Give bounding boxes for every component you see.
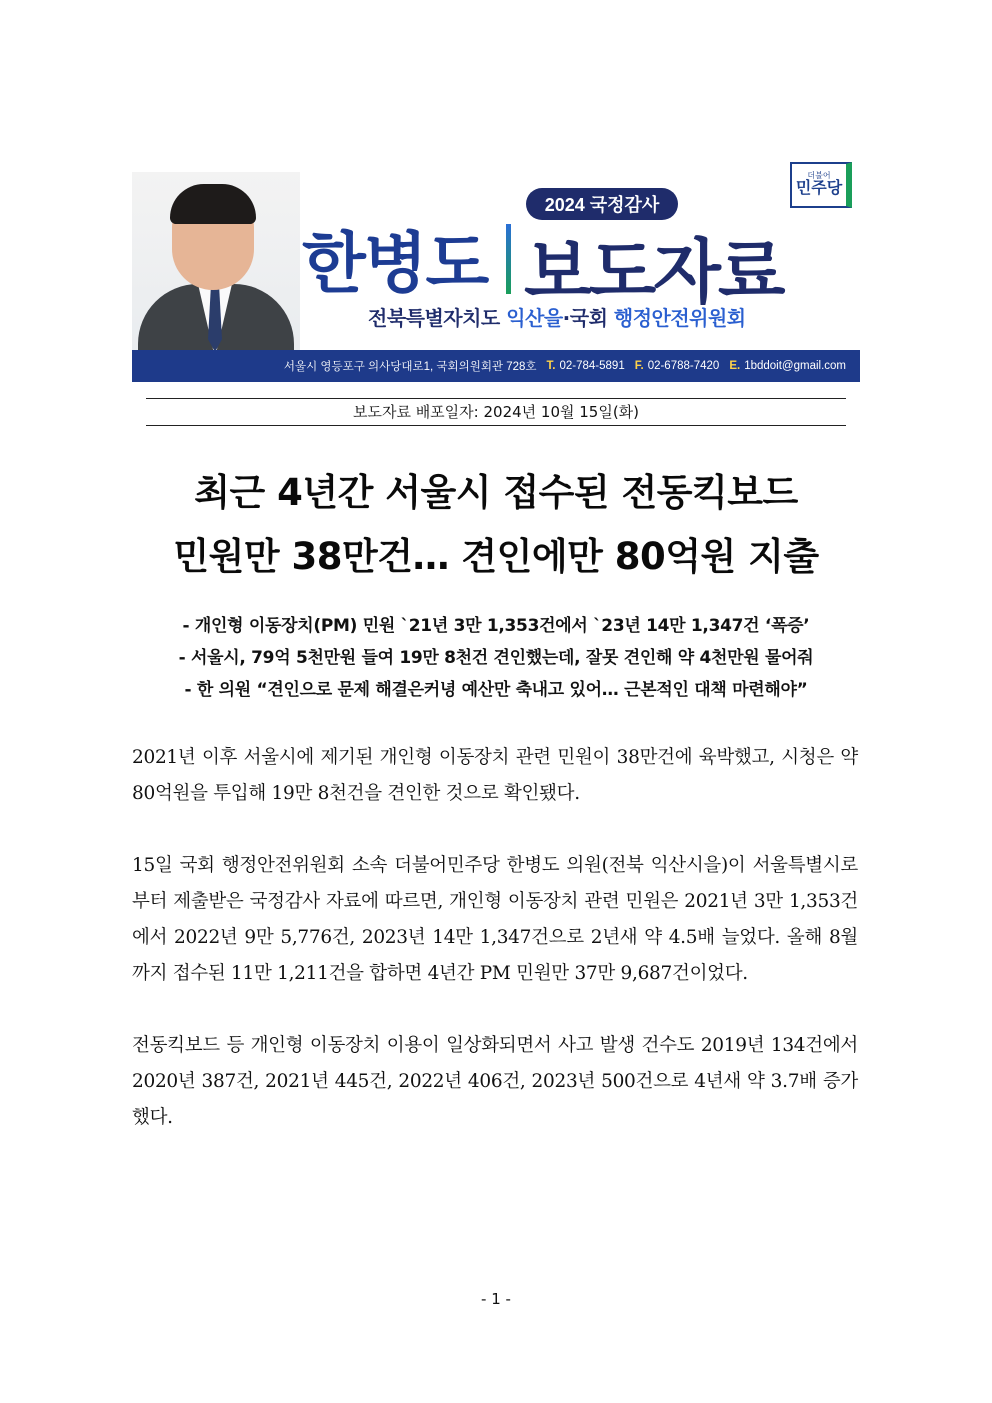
audit-badge: 2024 국정감사 <box>526 188 678 220</box>
press-release-label: 보도자료 <box>524 231 783 313</box>
rule-bottom <box>146 425 846 426</box>
headline-line-2: 민원만 38만건… 견인에만 80억원 지출 <box>173 535 819 578</box>
lawmaker-portrait <box>132 172 300 352</box>
release-date: 보도자료 배포일자: 2024년 10월 15일(화) <box>352 403 640 421</box>
contact-bar: 서울시 영등포구 의사당대로1, 국회의원회관 728호 T. 02-784-5891 F. 02-6788-7420 E. 1bddoit@gmail.com <box>132 350 860 382</box>
party-logo: 더불어 민주당 <box>790 162 852 208</box>
divider-bar <box>506 224 511 294</box>
body-paragraph: 전동킥보드 등 개인형 이동장치 이용이 일상화되면서 사고 발생 건수도 2019년 134건에서 2020년 387건, 2021년 445건, 2022년 406건, 2023년 500건으로 4년새 약 3.7배 증가했다. <box>132 1035 858 1128</box>
press-banner <box>132 160 860 382</box>
headline-line-1: 최근 4년간 서울시 접수된 전동킥보드 <box>194 471 798 514</box>
body-paragraph: 2021년 이후 서울시에 제기된 개인형 이동장치 관련 민원이 38만건에 육박했고, 시청은 약 80억원을 투입해 19만 8천건을 견인한 것으로 확인됐다. <box>132 747 858 804</box>
subtitle-list <box>100 610 892 706</box>
fax-number: 02-6788-7420 <box>647 360 720 372</box>
body-paragraph: 15일 국회 행정안전위원회 소속 더불어민주당 한병도 의원(전북 익산시을)이 서울특별시로부터 제출받은 국정감사 자료에 따르면, 개인형 이동장치 관련 민원은 2021년 3만 1,353건에서 2022년 9만 5,776건, 2023년 14만 1,347건으로 2년새 약 4.5배 늘었다. 올해 8월까지 접수된 11만 1,211건을 합하면 4년간 PM 민원만 37만 9,687건이었다. <box>132 855 858 984</box>
email-address: 1bddoit@gmail.com <box>744 360 846 372</box>
article-body <box>132 740 858 1172</box>
office-address: 서울시 영등포구 의사당대로1, 국회의원회관 728호 <box>283 361 537 373</box>
lawmaker-name: 한병도 <box>302 224 488 302</box>
phone-number: 02-784-5891 <box>559 360 625 372</box>
subtitle-item: - 한 의원 “견인으로 문제 해결은커녕 예산만 축내고 있어… 근본적인 대책 마련해야” <box>184 680 808 700</box>
subtitle-item: - 서울시, 79억 5천만원 들여 19만 8천건 견인했는데, 잘못 견인해 약 4천만원 물어줘 <box>178 648 814 668</box>
page-number: - 1 - <box>481 1290 511 1308</box>
subtitle-item: - 개인형 이동장치(PM) 민원 `21년 3만 1,353건에서 `23년 14만 1,347건 ‘폭증’ <box>182 616 810 636</box>
district-line: 전북특별자치도 익산을·국회 행정안전위원회 <box>368 306 746 330</box>
